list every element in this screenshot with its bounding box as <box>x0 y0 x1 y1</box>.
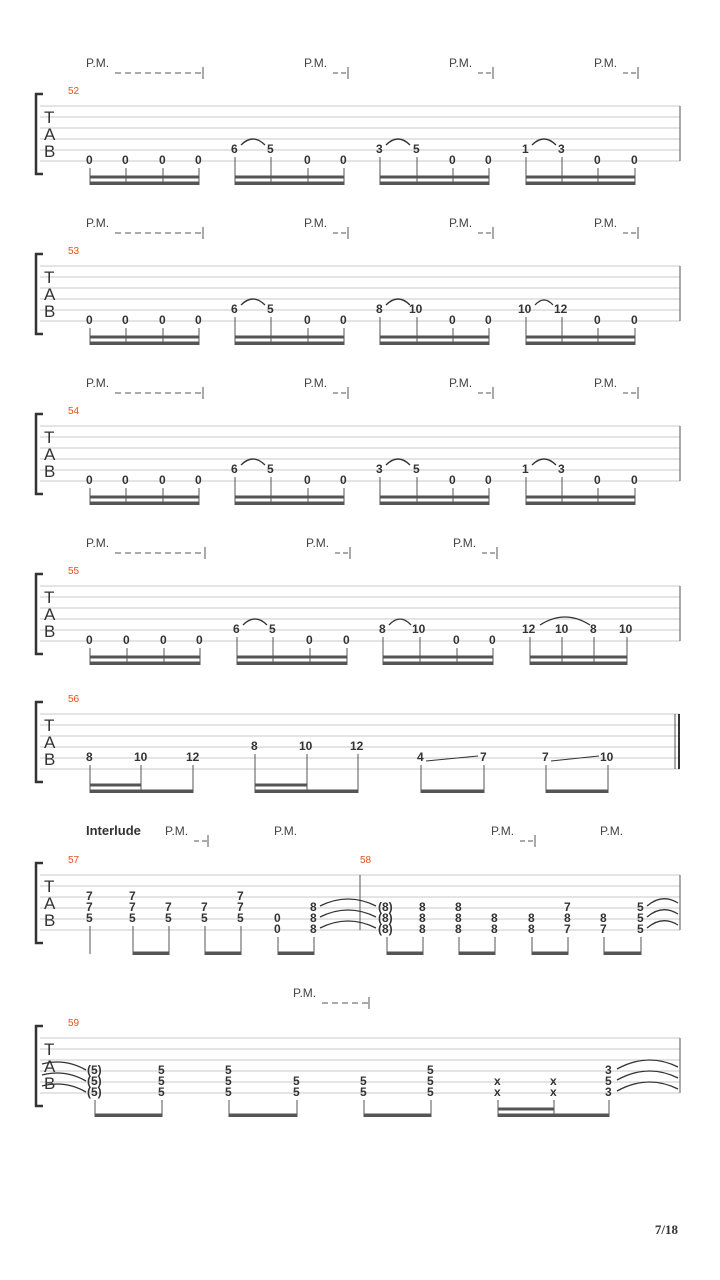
palm-mute-label: P.M. <box>86 376 110 390</box>
tab-system-59 <box>36 986 680 1117</box>
fret-number: 5 <box>427 1085 434 1099</box>
fret-number: 0 <box>340 473 347 487</box>
fret-number: 8 <box>528 911 535 925</box>
tab-clef-a: A <box>44 445 56 464</box>
fret-number: 8 <box>564 911 571 925</box>
fret-number: 5 <box>360 1074 367 1088</box>
fret-number: 0 <box>160 633 167 647</box>
fret-number: 0 <box>274 911 281 925</box>
fret-number: 0 <box>159 473 166 487</box>
fret-number: 0 <box>340 153 347 167</box>
dead-note: x <box>494 1085 501 1099</box>
fret-numbers <box>86 142 638 167</box>
fret-number: 0 <box>449 153 456 167</box>
tab-clef-t: T <box>44 268 55 287</box>
tab-staff <box>40 266 680 321</box>
fret-number: 0 <box>453 633 460 647</box>
palm-mute-label: P.M. <box>304 216 328 230</box>
fret-number: 8 <box>310 900 317 914</box>
fret-number: 6 <box>231 142 238 156</box>
fret-number: 10 <box>619 622 633 636</box>
tab-clef-b: B <box>44 302 56 321</box>
measure-number: 53 <box>68 246 80 257</box>
slur-arcs <box>241 139 556 145</box>
fret-number: 0 <box>122 473 129 487</box>
fret-number: 8 <box>491 911 498 925</box>
fret-number: 0 <box>195 153 202 167</box>
fret-number: (8) <box>378 911 393 925</box>
fret-numbers <box>86 302 638 327</box>
fret-number: 10 <box>409 302 423 316</box>
measure-number: 56 <box>68 694 80 705</box>
palm-mute-label: P.M. <box>600 824 624 838</box>
fret-number: 10 <box>555 622 569 636</box>
fret-number: 8 <box>600 911 607 925</box>
fret-number: 0 <box>304 473 311 487</box>
fret-number: 3 <box>558 142 565 156</box>
fret-number: 5 <box>267 142 274 156</box>
tab-clef-b: B <box>44 911 56 930</box>
fret-number: 8 <box>590 622 597 636</box>
fret-number: 7 <box>542 750 549 764</box>
fret-number: 0 <box>489 633 496 647</box>
tab-staff <box>40 586 680 641</box>
tab-clef-t: T <box>44 1040 55 1059</box>
fret-number: 5 <box>605 1074 612 1088</box>
fret-number: 10 <box>600 750 614 764</box>
fret-number: 7 <box>600 922 607 936</box>
fret-number: 5 <box>201 911 208 925</box>
fret-number: 0 <box>196 633 203 647</box>
fret-number: 0 <box>449 473 456 487</box>
page-number: 7/18 <box>654 1222 678 1237</box>
fret-number: 1 <box>522 462 529 476</box>
fret-number: 0 <box>343 633 350 647</box>
fret-number: 0 <box>594 473 601 487</box>
fret-number: 8 <box>419 911 426 925</box>
tab-system-55 <box>36 536 680 665</box>
fret-number: 4 <box>417 750 424 764</box>
fret-number: 0 <box>485 473 492 487</box>
fret-number: 5 <box>165 911 172 925</box>
fret-number: 3 <box>558 462 565 476</box>
tab-system-57-58 <box>36 823 680 955</box>
fret-number: 5 <box>413 462 420 476</box>
fret-number: 5 <box>158 1074 165 1088</box>
fret-number: 7 <box>201 900 208 914</box>
fret-numbers <box>86 739 614 764</box>
fret-number: 0 <box>86 153 93 167</box>
slur-arcs <box>241 459 556 465</box>
palm-mute-label: P.M. <box>274 824 298 838</box>
palm-mute-label: P.M. <box>86 56 110 70</box>
fret-number: 0 <box>123 633 130 647</box>
tab-clef-t: T <box>44 428 55 447</box>
fret-number: 0 <box>274 922 281 936</box>
fret-number: 0 <box>86 633 93 647</box>
palm-mute-label: P.M. <box>491 824 515 838</box>
measure-number: 52 <box>68 86 80 97</box>
fret-number: 5 <box>413 142 420 156</box>
fret-number: 8 <box>419 900 426 914</box>
tab-clef-a: A <box>44 285 56 304</box>
fret-number: 5 <box>158 1063 165 1077</box>
palm-mute-label: P.M. <box>306 536 330 550</box>
tab-clef-a: A <box>44 733 56 752</box>
tab-clef-t: T <box>44 108 55 127</box>
fret-number: 12 <box>522 622 536 636</box>
palm-mute-label: P.M. <box>453 536 477 550</box>
fret-number: 0 <box>594 153 601 167</box>
fret-number: 8 <box>251 739 258 753</box>
tab-clef-b: B <box>44 622 56 641</box>
tie-arcs <box>320 899 678 928</box>
palm-mute-label: P.M. <box>594 216 618 230</box>
fret-number: 5 <box>637 922 644 936</box>
fret-number: 10 <box>518 302 532 316</box>
fret-number: 0 <box>159 153 166 167</box>
measure-number: 59 <box>68 1018 80 1029</box>
tab-clef-a: A <box>44 894 56 913</box>
fret-number: 10 <box>134 750 148 764</box>
fret-number: 0 <box>631 313 638 327</box>
tab-clef-t: T <box>44 877 55 896</box>
palm-mute-label: P.M. <box>594 376 618 390</box>
fret-number: 7 <box>480 750 487 764</box>
fret-number: 0 <box>485 313 492 327</box>
fret-number: 8 <box>455 922 462 936</box>
measure-number: 55 <box>68 566 80 577</box>
measure-number: 54 <box>68 406 80 417</box>
fret-number: 0 <box>86 473 93 487</box>
fret-number: 0 <box>306 633 313 647</box>
fret-number: 5 <box>637 911 644 925</box>
fret-number: 3 <box>605 1063 612 1077</box>
fret-number: 6 <box>231 302 238 316</box>
fret-number: 0 <box>631 153 638 167</box>
fret-number: 7 <box>564 922 571 936</box>
fret-number: 0 <box>340 313 347 327</box>
fret-number: (8) <box>378 922 393 936</box>
fret-number: 5 <box>269 622 276 636</box>
fret-number: 0 <box>159 313 166 327</box>
palm-mute-label: P.M. <box>304 376 328 390</box>
fret-number: 3 <box>376 142 383 156</box>
fret-number: 5 <box>293 1085 300 1099</box>
fret-number: 8 <box>310 922 317 936</box>
palm-mute-label: P.M. <box>165 824 189 838</box>
palm-mute-label: P.M. <box>86 536 110 550</box>
fret-number: 8 <box>455 900 462 914</box>
fret-number: 5 <box>267 462 274 476</box>
tab-clef-a: A <box>44 605 56 624</box>
fret-number: 5 <box>293 1074 300 1088</box>
tab-system-52 <box>36 56 680 185</box>
fret-number: 5 <box>237 911 244 925</box>
fret-number: 5 <box>225 1063 232 1077</box>
fret-number: (8) <box>378 900 393 914</box>
tab-clef-b: B <box>44 1074 56 1093</box>
fret-number: 5 <box>360 1085 367 1099</box>
fret-number: 8 <box>379 622 386 636</box>
dead-note: x <box>550 1085 557 1099</box>
fret-number: 8 <box>310 911 317 925</box>
fret-number: 7 <box>564 900 571 914</box>
fret-number: 8 <box>528 922 535 936</box>
fret-numbers <box>86 462 638 487</box>
fret-numbers <box>87 1063 612 1099</box>
fret-number: 5 <box>86 911 93 925</box>
fret-number: 0 <box>631 473 638 487</box>
rhythm-beams <box>95 1100 609 1117</box>
tab-staff <box>40 426 680 481</box>
palm-mute-label: P.M. <box>86 216 110 230</box>
fret-number: 7 <box>237 889 244 903</box>
dead-note: x <box>550 1074 557 1088</box>
fret-number: 7 <box>129 889 136 903</box>
fret-number: 3 <box>376 462 383 476</box>
fret-number: (5) <box>87 1074 102 1088</box>
fret-number: (5) <box>87 1085 102 1099</box>
dead-note: x <box>494 1074 501 1088</box>
palm-mute-label: P.M. <box>449 376 473 390</box>
fret-number: (5) <box>87 1063 102 1077</box>
fret-number: 0 <box>195 473 202 487</box>
tab-staff <box>40 106 680 161</box>
fret-number: 5 <box>637 900 644 914</box>
fret-number: 5 <box>225 1085 232 1099</box>
fret-number: 7 <box>86 900 93 914</box>
tab-system-56 <box>36 694 680 793</box>
palm-mute-label: P.M. <box>449 56 473 70</box>
fret-number: 0 <box>304 153 311 167</box>
fret-number: 1 <box>522 142 529 156</box>
palm-mute-label: P.M. <box>449 216 473 230</box>
fret-number: 10 <box>299 739 313 753</box>
palm-mute-label: P.M. <box>293 986 317 1000</box>
fret-numbers <box>86 622 633 647</box>
fret-number: 12 <box>350 739 364 753</box>
fret-number: 5 <box>267 302 274 316</box>
fret-number: 3 <box>605 1085 612 1099</box>
tab-clef-t: T <box>44 716 55 735</box>
tab-clef-a: A <box>44 1057 56 1076</box>
fret-number: 12 <box>186 750 200 764</box>
tab-clef-b: B <box>44 750 56 769</box>
fret-number: 0 <box>122 153 129 167</box>
tab-clef-b: B <box>44 142 56 161</box>
fret-number: 0 <box>594 313 601 327</box>
fret-number: 0 <box>122 313 129 327</box>
slur-arcs <box>241 299 553 305</box>
tab-clef-a: A <box>44 125 56 144</box>
measure-number: 58 <box>360 855 372 866</box>
fret-number: 5 <box>158 1085 165 1099</box>
fret-number: 0 <box>304 313 311 327</box>
fret-number: 8 <box>491 922 498 936</box>
fret-number: 7 <box>129 900 136 914</box>
measure-number: 57 <box>68 855 80 866</box>
tab-system-54 <box>36 376 680 505</box>
fret-number: 0 <box>449 313 456 327</box>
section-label: Interlude <box>86 823 141 838</box>
fret-number: 5 <box>427 1074 434 1088</box>
fret-number: 0 <box>485 153 492 167</box>
palm-mute-label: P.M. <box>594 56 618 70</box>
fret-number: 5 <box>225 1074 232 1088</box>
fret-number: 8 <box>86 750 93 764</box>
fret-number: 0 <box>195 313 202 327</box>
tab-clef-b: B <box>44 462 56 481</box>
rhythm-beams <box>90 754 608 793</box>
fret-number: 6 <box>231 462 238 476</box>
fret-number: 7 <box>86 889 93 903</box>
tab-clef-t: T <box>44 588 55 607</box>
fret-number: 8 <box>376 302 383 316</box>
tab-system-53 <box>36 216 680 345</box>
fret-number: 8 <box>419 922 426 936</box>
fret-number: 8 <box>455 911 462 925</box>
fret-number: 0 <box>86 313 93 327</box>
fret-number: 5 <box>427 1063 434 1077</box>
fret-number: 12 <box>554 302 568 316</box>
fret-number: 6 <box>233 622 240 636</box>
fret-number: 7 <box>237 900 244 914</box>
fret-number: 5 <box>129 911 136 925</box>
fret-number: 7 <box>165 900 172 914</box>
palm-mute-label: P.M. <box>304 56 328 70</box>
fret-number: 10 <box>412 622 426 636</box>
